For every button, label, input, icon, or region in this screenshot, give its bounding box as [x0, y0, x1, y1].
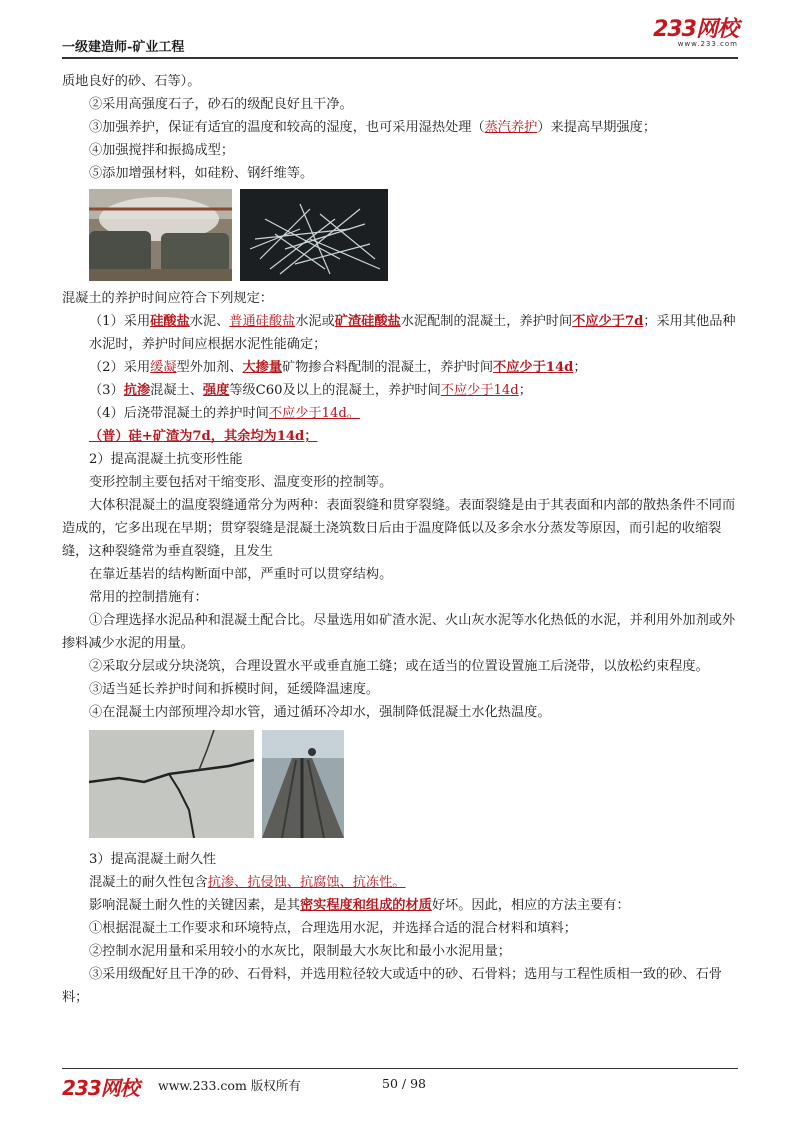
highlight-term: 强度	[202, 383, 230, 398]
image-row-cracks	[89, 730, 738, 838]
steam-curing-photo	[89, 189, 232, 281]
footer-logo[interactable]: 233网校	[62, 1076, 139, 1100]
highlight-term: 不应少于7d	[572, 314, 644, 329]
paragraph: ②控制水泥用量和采用较小的水灰比，限制最大水灰比和最小水泥用量；	[89, 944, 511, 959]
section-heading: 2）提高混凝土抗变形性能	[89, 452, 243, 467]
paragraph: （4）后浇带混凝土的养护时间不应少于14d。	[89, 406, 360, 421]
page-number: 50 / 98	[382, 1076, 426, 1091]
section-heading: 3）提高混凝土耐久性	[89, 852, 217, 867]
paragraph: ①合理选择水泥品种和混凝土配合比。尽量选用如矿渣水泥、火山灰水泥等水化热低的水泥，并利用外加剂或外掺料减少水泥的用量。	[62, 613, 736, 651]
page-footer	[62, 1072, 738, 1100]
paragraph: 常用的控制措施有：	[89, 590, 208, 605]
image-row-curing	[89, 189, 738, 281]
paragraph: ③适当延长养护时间和拆模时间，延缓降温速度。	[89, 682, 380, 697]
footer-copyright: www.233.com 版权所有	[158, 1078, 301, 1093]
cooling-pipe-photo	[262, 730, 344, 838]
brand-logo[interactable]	[653, 18, 738, 48]
highlight-term: 抗渗	[123, 383, 151, 398]
header-divider	[62, 57, 738, 59]
paragraph: ③加强养护，保证有适宜的温度和较高的湿度，也可采用湿热处理（蒸汽养护）来提高早期强度；	[89, 120, 657, 135]
paragraph: 影响混凝土耐久性的关键因素，是其密实程度和组成的材质好坏。因此，相应的方法主要有：	[89, 898, 630, 913]
highlight-term: 蒸汽养护	[484, 120, 538, 135]
concrete-crack-photo	[89, 730, 254, 838]
highlight-term: 普通硅酸盐	[229, 314, 296, 329]
paragraph: ②采取分层或分块浇筑，合理设置水平或垂直施工缝；或在适当的位置设置施工后浇带，以放松约束程度。	[89, 659, 709, 674]
document-title: 一级建造师-矿业工程	[62, 40, 185, 55]
page-content	[62, 70, 738, 1009]
paragraph: ③采用级配好且干净的砂、石骨料，并选用粒径较大或适中的砂、石骨料；选用与工程性质相一致的砂、石骨料；	[62, 967, 722, 1005]
highlight-term: 矿渣硅酸盐	[334, 314, 401, 329]
paragraph: ④在混凝土内部预埋冷却水管，通过循环冷却水，强制降低混凝土水化热温度。	[89, 705, 551, 720]
summary-note: （普）硅+矿渣为7d，其余均为14d；	[89, 429, 318, 444]
logo-text: 233网校	[653, 17, 738, 42]
paragraph: ①根据混凝土工作要求和环境特点，合理选用水泥，并选择合适的混合材料和填料；	[89, 921, 577, 936]
page-header	[62, 0, 738, 58]
highlight-term: 不应少于14d	[493, 360, 574, 375]
paragraph: 在靠近基岩的结构断面中部，严重时可以贯穿结构。	[89, 567, 393, 582]
highlight-term: 不应少于14d。	[268, 406, 360, 421]
footer-divider	[62, 1068, 738, 1069]
highlight-term: 不应少于14d	[440, 383, 519, 398]
logo-url: www.233.com	[677, 40, 738, 48]
paragraph: 大体积混凝土的温度裂缝通常分为两种：表面裂缝和贯穿裂缝。表面裂缝是由于其表面和内部的散热条件不同而造成的，它多出现在早期；贯穿裂缝是混凝土浇筑数日后由于温度降低以及多余水分蒸发等原因，而引起的收缩裂缝，这种裂缝常为垂直裂缝，且发生	[62, 498, 736, 559]
paragraph: ⑤添加增强材料，如硅粉、钢纤维等。	[89, 166, 314, 181]
paragraph: ④加强搅拌和振捣成型；	[89, 143, 235, 158]
paragraph: 变形控制主要包括对干缩变形、温度变形的控制等。	[89, 475, 393, 490]
paragraph: （1）采用硅酸盐水泥、普通硅酸盐水泥或矿渣硅酸盐水泥配制的混凝土，养护时间不应少于7d；采用其他品种水泥时，养护时间应根据水泥性能确定；	[89, 314, 736, 352]
steel-fiber-photo	[240, 189, 388, 281]
paragraph: 质地良好的砂、石等）。	[62, 74, 201, 89]
paragraph: 混凝土的养护时间应符合下列规定：	[62, 291, 273, 306]
highlight-term: 密实程度和组成的材质	[300, 898, 432, 913]
highlight-term: 大掺量	[242, 360, 283, 375]
highlight-term: 硅酸盐	[150, 314, 190, 329]
highlight-term: 缓凝	[150, 360, 177, 375]
highlight-term: 抗渗、抗侵蚀、抗腐蚀、抗冻性。	[207, 875, 406, 890]
paragraph: （3）抗渗混凝土、强度等级C60及以上的混凝土，养护时间不应少于14d；	[89, 383, 532, 398]
paragraph: ②采用高强度石子，砂石的级配良好且干净。	[89, 97, 353, 112]
paragraph: （2）采用缓凝型外加剂、大掺量矿物掺合料配制的混凝土，养护时间不应少于14d；	[89, 360, 587, 375]
paragraph: 混凝土的耐久性包含抗渗、抗侵蚀、抗腐蚀、抗冻性。	[89, 875, 406, 890]
